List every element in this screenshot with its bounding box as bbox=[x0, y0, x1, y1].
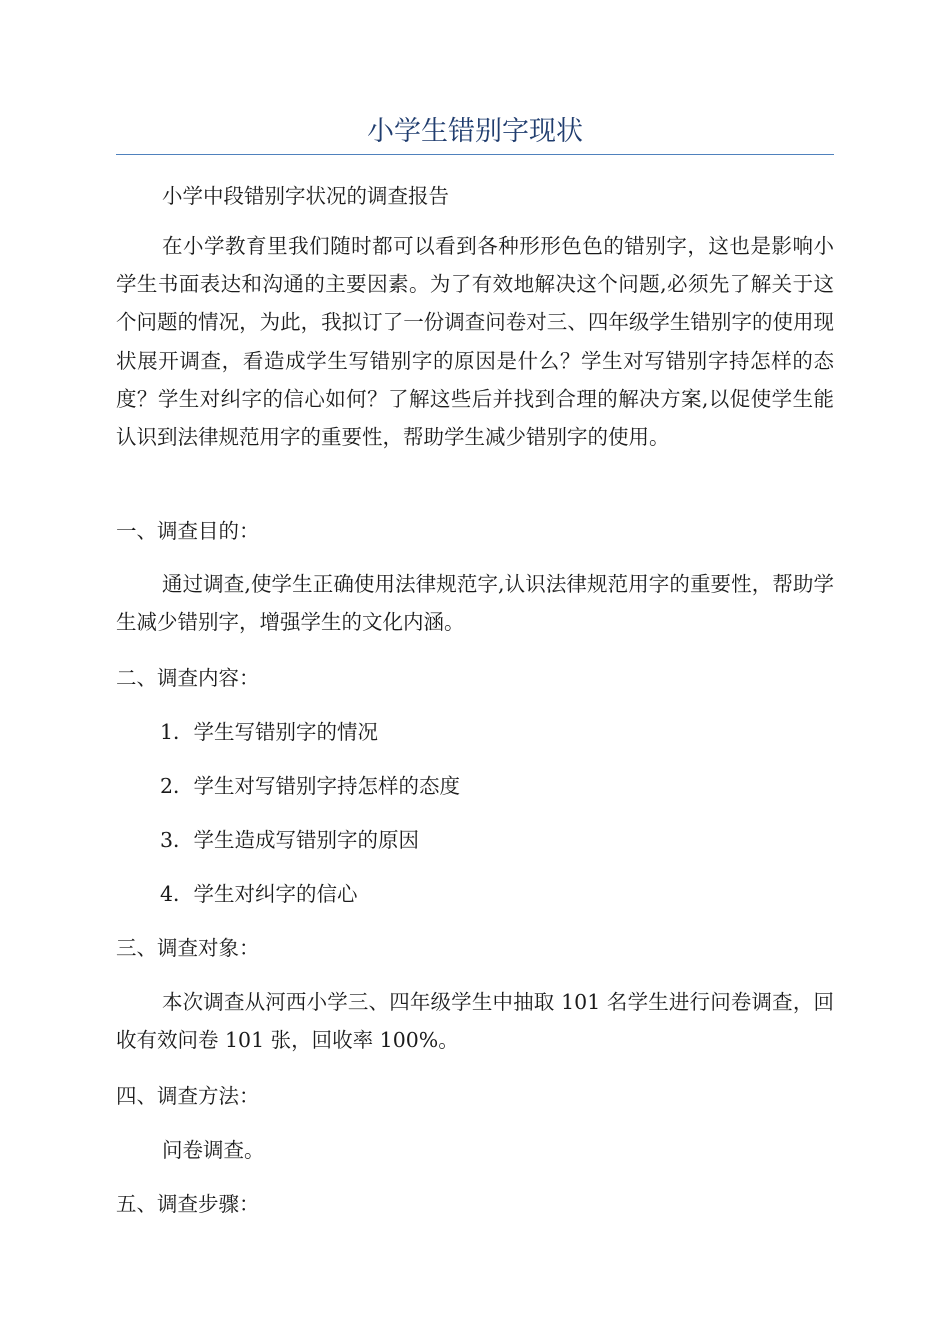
section-heading-content: 二、调查内容： bbox=[116, 666, 260, 690]
report-subtitle: 小学中段错别字状况的调查报告 bbox=[162, 184, 449, 208]
section-heading-steps: 五、调查步骤： bbox=[116, 1192, 260, 1216]
content-item-2: 2．学生对写错别字持怎样的态度 bbox=[160, 774, 461, 798]
method-paragraph: 问卷调查。 bbox=[162, 1138, 265, 1162]
content-item-4: 4．学生对纠字的信心 bbox=[160, 882, 358, 906]
intro-paragraph: 在小学教育里我们随时都可以看到各种形形色色的错别字，这也是影响小学生书面表达和沟通的主要因素。为了有效地解决这个问题,必须先了解关于这个问题的情况，为此，我拟订了一份调查问卷对三、四年级学生错别字的使用现状展开调查，看造成学生写错别字的原因是什么？学生对写错别字持怎样的态度？学生对纠字的信心如何？了解这些后并找到合理的解决方案,以促使学生能认识到法律规范用字的重要性，帮助学生减少错别字的使用。 bbox=[116, 234, 834, 450]
purpose-paragraph: 通过调查,使学生正确使用法律规范字,认识法律规范用字的重要性，帮助学生减少错别字，增强学生的文化内涵。 bbox=[116, 572, 834, 635]
document-title: 小学生错别字现状 bbox=[367, 116, 583, 147]
section-heading-purpose: 一、调查目的： bbox=[116, 519, 260, 543]
content-item-1: 1．学生写错别字的情况 bbox=[160, 720, 379, 744]
content-item-3: 3．学生造成写错别字的原因 bbox=[160, 828, 420, 852]
section-heading-subjects: 三、调查对象： bbox=[116, 936, 260, 960]
title-underline bbox=[116, 154, 834, 155]
section-heading-method: 四、调查方法： bbox=[116, 1084, 260, 1108]
subjects-paragraph: 本次调查从河西小学三、四年级学生中抽取 101 名学生进行问卷调查，回收有效问卷 101 张，回收率 100%。 bbox=[116, 990, 834, 1053]
